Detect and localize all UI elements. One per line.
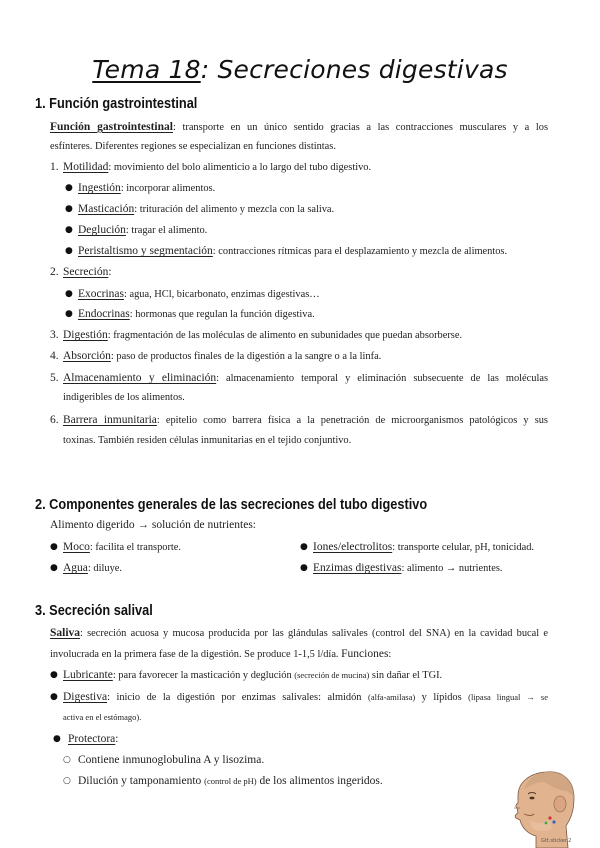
- s1-intro: Función gastrointestinal: transporte en un único sentido gracias a las contracciones musculares y a los: [50, 121, 548, 133]
- list-item-peristaltismo: Peristaltismo y segmentación: contracciones rítmicas para el desplazamiento y mezcla de alimentos.: [78, 245, 508, 257]
- list-item-moco: Moco: facilita el transporte.: [63, 541, 182, 553]
- bullet-icon: ●: [65, 225, 73, 235]
- list-item-enzimas: Enzimas digestivas: alimento → nutrientes.: [313, 562, 503, 574]
- list-item-iones: Iones/electrolitos: transporte celular, pH, tonicidad.: [313, 541, 535, 553]
- s2-intro: Alimento digerido → solución de nutrientes:: [50, 519, 257, 531]
- list-number: 3.: [50, 329, 59, 341]
- bullet-icon: ●: [65, 204, 73, 214]
- list-number: 5.: [50, 372, 59, 384]
- list-item-secrecion: Secreción:: [63, 266, 112, 278]
- bullet-icon: ●: [50, 692, 58, 702]
- list-item-ingestion: Ingestión: incorporar alimentos.: [78, 182, 216, 194]
- list-item-lubricante: Lubricante: para favorecer la masticación y deglución (secreción de mucina) sin dañar el TGI.: [63, 669, 443, 681]
- s3-intro-cont: involucrada en la primera fase de la digestión. Se produce 1-1,5 l/día. Funciones:: [50, 648, 392, 660]
- list-item-almacenamiento-cont: indigeribles de los alimentos.: [63, 392, 185, 403]
- bullet-icon: ●: [65, 183, 73, 193]
- list-number: 2.: [50, 266, 59, 278]
- section-heading-1: 1. Función gastrointestinal: [35, 96, 198, 112]
- circle-bullet-icon: ○: [63, 755, 71, 765]
- bullet-icon: ●: [300, 542, 308, 552]
- list-item-protectora: Protectora:: [68, 733, 119, 745]
- list-item-absorcion: Absorción: paso de productos finales de la digestión a la sangre o a la linfa.: [63, 350, 382, 362]
- list-number: 4.: [50, 350, 59, 362]
- page-title: Tema 18: Secreciones digestivas: [92, 55, 508, 84]
- list-item-barrera-cont: toxinas. También residen células inmunitarias en el tejido conjuntivo.: [63, 435, 352, 446]
- bullet-icon: ●: [300, 563, 308, 573]
- bullet-icon: ●: [50, 670, 58, 680]
- bullet-icon: ●: [65, 246, 73, 256]
- sticker-signature: Gtt.sticker.2: [541, 838, 572, 844]
- list-item-inmunoglobulina: Contiene inmunoglobulina A y lisozima.: [78, 754, 265, 766]
- bullet-icon: ●: [50, 563, 58, 573]
- bullet-icon: ●: [50, 542, 58, 552]
- section-heading-2: 2. Componentes generales de las secreciones del tubo digestivo: [35, 497, 428, 513]
- list-number: 1.: [50, 161, 59, 173]
- list-number: 6.: [50, 414, 59, 426]
- list-item-digestiva: Digestiva: inicio de la digestión por enzimas salivales: almidón (alfa-amilasa) y lípidos (lipasa lingual → se: [63, 691, 548, 703]
- list-item-dilucion: Dilución y tamponamiento (control de pH) de los alimentos ingeridos.: [78, 775, 383, 787]
- list-item-endocrinas: Endocrinas: hormonas que regulan la función digestiva.: [78, 308, 315, 320]
- list-item-exocrinas: Exocrinas: agua, HCl, bicarbonato, enzimas digestivas…: [78, 288, 320, 300]
- list-item-masticacion: Masticación: trituración del alimento y mezcla con la saliva.: [78, 203, 335, 215]
- list-item-motilidad: Motilidad: movimiento del bolo alimenticio a lo largo del tubo digestivo.: [63, 161, 372, 173]
- list-item-almacenamiento: Almacenamiento y eliminación: almacenamiento temporal y eliminación subsecuente de las moléculas: [63, 372, 548, 384]
- s1-intro-cont: esfínteres. Diferentes regiones se especializan en funciones distintas.: [50, 141, 336, 152]
- section-heading-3: 3. Secreción salival: [35, 603, 153, 619]
- list-item-digestion: Digestión: fragmentación de las moléculas de alimento en subunidades que puedan absorberse.: [63, 329, 463, 341]
- circle-bullet-icon: ○: [63, 776, 71, 786]
- head-sticker-illustration: [500, 768, 580, 848]
- bullet-icon: ●: [53, 734, 61, 744]
- list-item-digestiva-cont: activa en el estómago).: [63, 712, 142, 722]
- list-item-deglucion: Deglución: tragar el alimento.: [78, 224, 208, 236]
- list-item-barrera: Barrera inmunitaria: epitelio como barrera física a la penetración de microorganismos patológicos y sus: [63, 414, 548, 426]
- bullet-icon: ●: [65, 289, 73, 299]
- bullet-icon: ●: [65, 309, 73, 319]
- list-item-agua: Agua: diluye.: [63, 562, 122, 574]
- s3-intro: Saliva: secreción acuosa y mucosa producida por las glándulas salivales (control del SNA) en la cavidad bucal e: [50, 627, 548, 639]
